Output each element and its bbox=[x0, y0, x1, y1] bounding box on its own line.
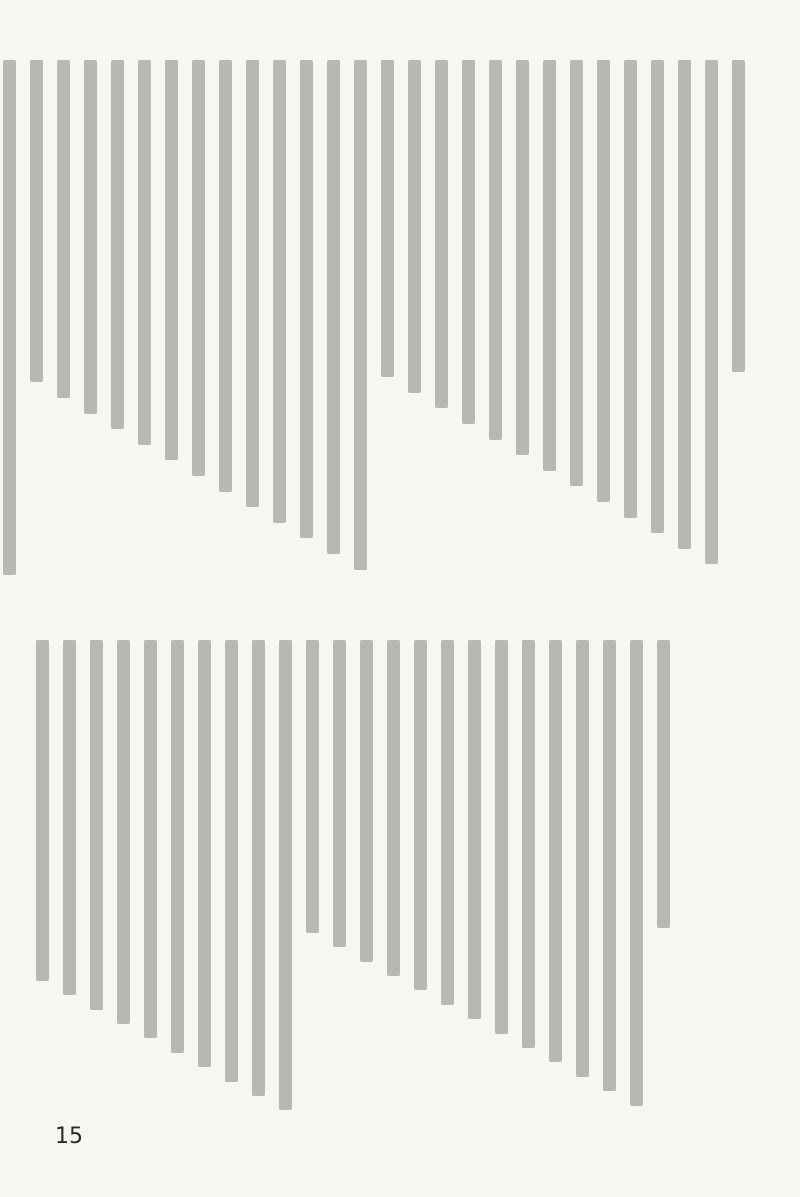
redacted-text-line bbox=[84, 60, 97, 414]
redacted-text-line bbox=[3, 60, 16, 575]
redacted-text-line bbox=[111, 60, 124, 429]
redacted-text-line bbox=[138, 60, 151, 445]
redacted-text-line bbox=[225, 640, 238, 1082]
redacted-text-line bbox=[300, 60, 313, 538]
redacted-text-line bbox=[624, 60, 637, 518]
redacted-text-line bbox=[192, 60, 205, 476]
redacted-text-line bbox=[279, 640, 292, 1110]
redacted-text-line bbox=[306, 640, 319, 933]
redacted-text-line bbox=[570, 60, 583, 486]
redacted-text-line bbox=[165, 60, 178, 460]
redacted-text-line bbox=[732, 60, 745, 372]
redacted-text-line bbox=[468, 640, 481, 1019]
redacted-text-line bbox=[543, 60, 556, 471]
redacted-text-line bbox=[387, 640, 400, 976]
redacted-text-line bbox=[414, 640, 427, 990]
redacted-text-line bbox=[630, 640, 643, 1106]
redacted-text-line bbox=[246, 60, 259, 507]
lower-text-block bbox=[36, 640, 670, 1120]
redacted-text-line bbox=[273, 60, 286, 523]
redacted-text-line bbox=[381, 60, 394, 377]
redacted-text-line bbox=[441, 640, 454, 1005]
redacted-text-line bbox=[252, 640, 265, 1096]
redacted-text-line bbox=[435, 60, 448, 408]
redacted-text-line bbox=[705, 60, 718, 564]
redacted-text-line bbox=[651, 60, 664, 533]
redacted-text-line bbox=[360, 640, 373, 962]
redacted-text-line bbox=[576, 640, 589, 1077]
redacted-text-line bbox=[90, 640, 103, 1010]
redacted-text-line bbox=[549, 640, 562, 1062]
redacted-text-line bbox=[489, 60, 502, 440]
redacted-text-line bbox=[327, 60, 340, 554]
redacted-text-line bbox=[603, 640, 616, 1091]
redacted-text-line bbox=[678, 60, 691, 549]
redacted-text-line bbox=[522, 640, 535, 1048]
redacted-text-line bbox=[63, 640, 76, 995]
redacted-text-line bbox=[117, 640, 130, 1024]
redacted-text-line bbox=[657, 640, 670, 928]
page-number: 15 bbox=[55, 1124, 83, 1149]
redacted-text-line bbox=[36, 640, 49, 981]
redacted-text-line bbox=[30, 60, 43, 382]
redacted-text-line bbox=[219, 60, 232, 492]
upper-text-block bbox=[3, 60, 745, 580]
redacted-text-line bbox=[516, 60, 529, 455]
redacted-text-line bbox=[198, 640, 211, 1067]
redacted-text-line bbox=[57, 60, 70, 398]
redacted-text-line bbox=[333, 640, 346, 947]
redacted-text-line bbox=[408, 60, 421, 393]
redacted-text-line bbox=[354, 60, 367, 570]
redacted-text-line bbox=[462, 60, 475, 424]
redacted-text-line bbox=[171, 640, 184, 1053]
redacted-text-line bbox=[597, 60, 610, 502]
redacted-text-line bbox=[495, 640, 508, 1034]
redacted-text-line bbox=[144, 640, 157, 1038]
